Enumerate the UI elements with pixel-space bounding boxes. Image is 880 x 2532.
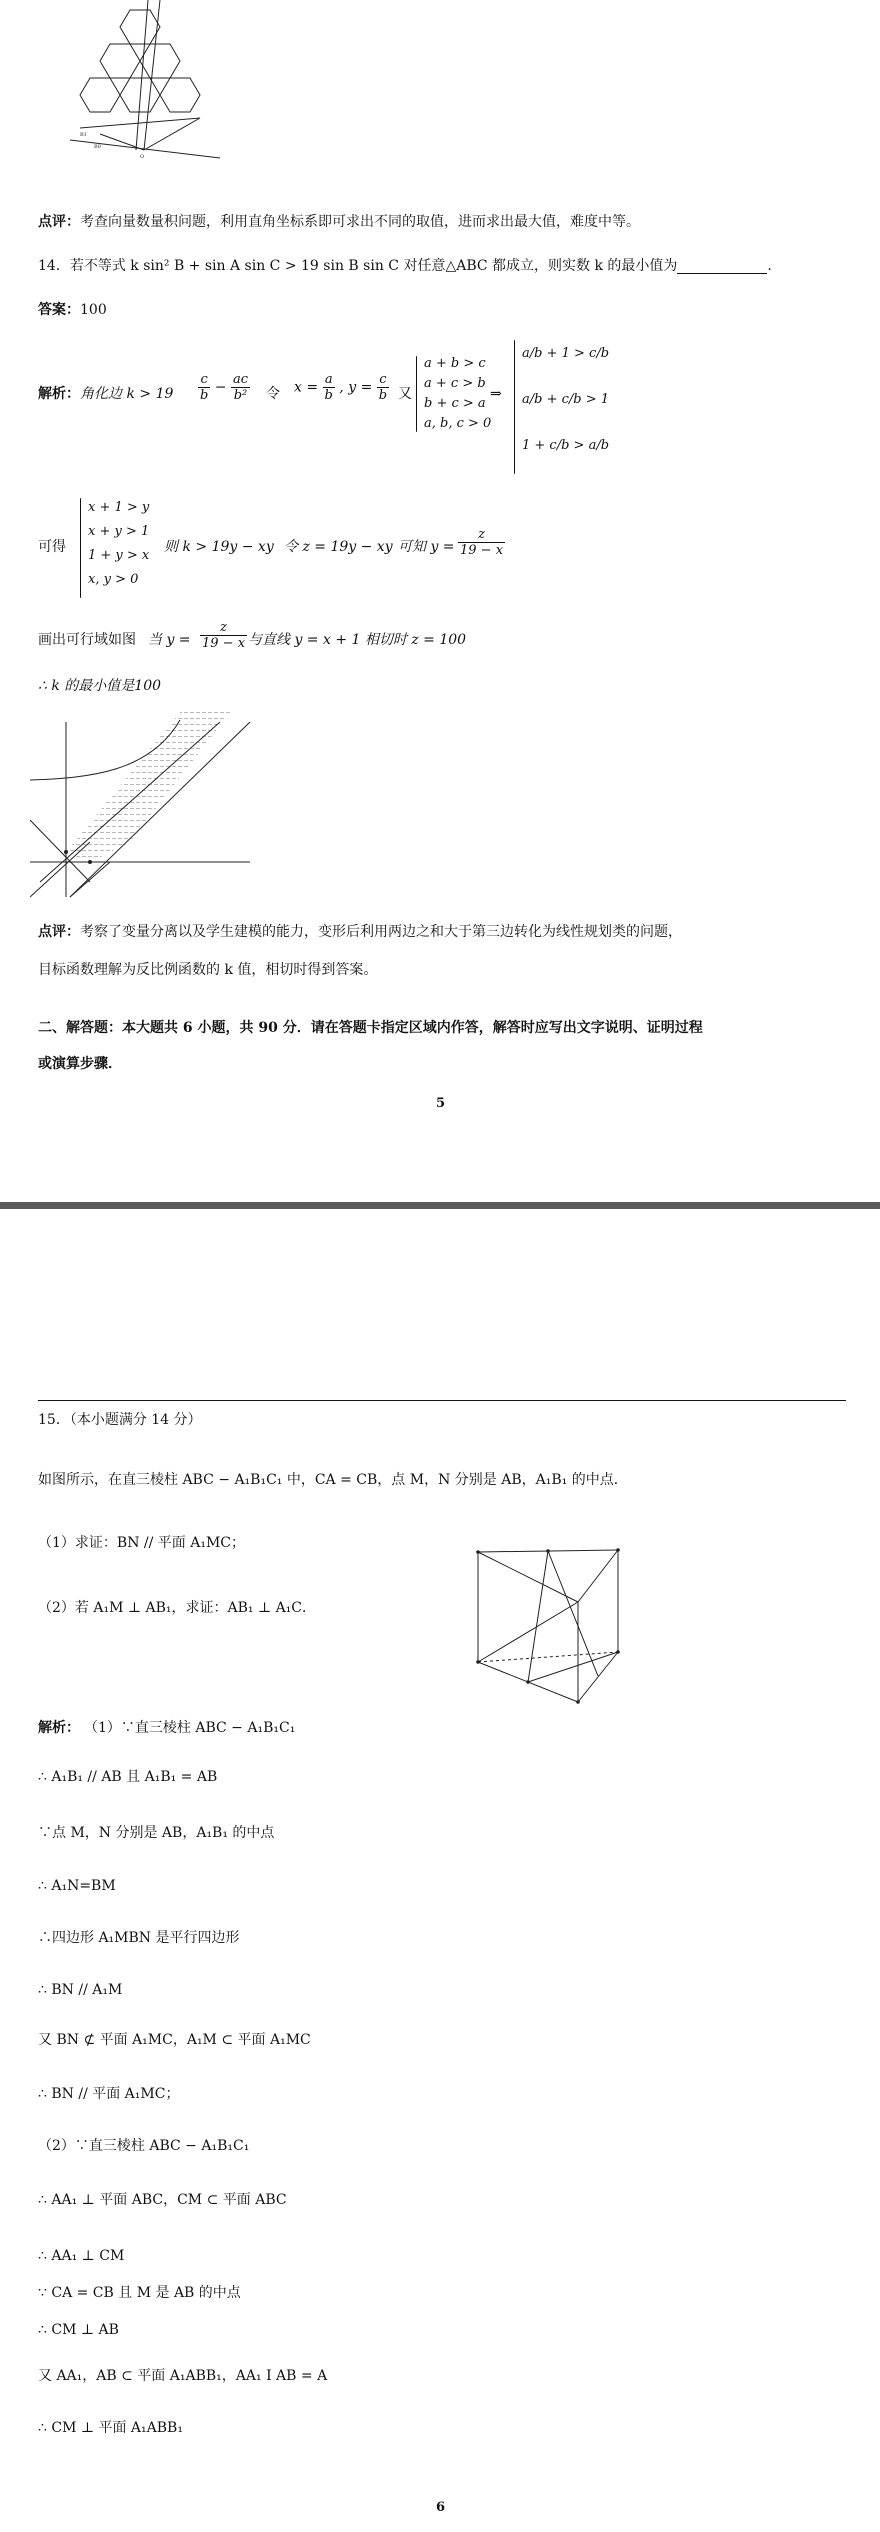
analysis-label-2: 解析： xyxy=(38,1720,80,1736)
system2-eq3: 1 + c/b > a/b xyxy=(522,438,610,453)
proof-line-5: ∴四边形 A₁MBN 是平行四边形 xyxy=(38,1930,240,1946)
analysis-label: 解析： xyxy=(38,386,80,402)
system1-eq2: a + c > b xyxy=(424,376,486,391)
conclusion: ∴ k 的最小值是100 xyxy=(38,678,162,694)
proof-line-1: （1）∵直三棱柱 ABC − A₁B₁C₁ xyxy=(84,1720,296,1736)
analysis-let: 令 xyxy=(266,386,280,402)
comment2-line1 xyxy=(38,922,682,942)
system1-brace xyxy=(416,356,417,432)
frac-y: $\frac{z}{19 - x}$ xyxy=(460,527,504,558)
answer-label: 答案： xyxy=(38,302,80,318)
comment1 xyxy=(38,212,640,232)
answer-blank xyxy=(677,259,767,274)
section-title-line1: 二、解答题：本大题共 6 小题，共 90 分．请在答题卡指定区域内作答，解答时应写出文字说明、证明过程 xyxy=(38,1020,703,1036)
svg-text:B1: B1 xyxy=(80,132,87,138)
system3-eq1: x + 1 > y xyxy=(88,500,150,515)
answer-line xyxy=(38,300,107,320)
page-number-6: 6 xyxy=(436,2500,446,2515)
answer-value: 100 xyxy=(80,302,107,318)
q14-stem-line: 14．若不等式 k sin² B + sin A sin C > 19 sin B sin C 对任意△ABC 都成立，则实数 k 的最小值为 . xyxy=(38,258,772,274)
proof-line-13: ∴ CM ⊥ AB xyxy=(38,2322,119,2338)
comment2-text1: 考察了变量分离以及学生建模的能力，变形后利用两边之和大于第三边转化为线性规划类的问题， xyxy=(80,924,682,940)
proof-line-6: ∴ BN // A₁M xyxy=(38,1982,123,1998)
header-rule xyxy=(38,1400,846,1401)
proof-line-2: ∴ A₁B₁ // AB 且 A₁B₁ = AB xyxy=(38,1769,218,1785)
system3-eq2: x + y > 1 xyxy=(88,524,150,539)
system2-eq1: a/b + 1 > c/b xyxy=(522,346,610,361)
draw-line-a: 画出可行域如图 xyxy=(38,632,136,648)
comment1-text: 考查向量数量积问题，利用直角坐标系即可求出不同的取值，进而求出最大值，难度中等。 xyxy=(80,214,640,230)
comment2-line2: 目标函数理解为反比例函数的 k 值，相切时得到答案。 xyxy=(38,962,378,978)
proof-line-12: ∵ CA = CB 且 M 是 AB 的中点 xyxy=(38,2285,241,2301)
proof-line-7: 又 BN ⊄ 平面 A₁MC，A₁M ⊂ 平面 A₁MC xyxy=(38,2032,311,2048)
system3-brace xyxy=(80,498,81,598)
proof-line-15: ∴ CM ⊥ 平面 A₁ABB₁ xyxy=(38,2420,183,2436)
page-number-5: 5 xyxy=(436,1096,446,1111)
section-title-line2: 或演算步骤． xyxy=(38,1056,122,1072)
let-z: 令 z = 19y − xy xyxy=(284,539,393,555)
comment1-label: 点评： xyxy=(38,214,80,230)
system1-eq4: a, b, c > 0 xyxy=(424,416,492,431)
q15-part2: （2）若 A₁M ⊥ AB₁，求证：AB₁ ⊥ A₁C． xyxy=(38,1600,317,1616)
analysis-step1 xyxy=(38,384,173,404)
system3-eq3: 1 + y > x xyxy=(88,548,150,563)
frac-c-b: $\frac{c}{b}$ − $\frac{ac}{\text{b²}}$ xyxy=(200,372,248,403)
hexagon-vector-figure xyxy=(60,0,260,180)
draw-line-b: 当 y = xyxy=(148,632,191,648)
proof-line-3: ∵点 M，N 分别是 AB，A₁B₁ 的中点 xyxy=(38,1825,275,1841)
svg-text:O: O xyxy=(140,154,145,160)
system2-brace xyxy=(514,340,515,474)
analysis-step1-text: 角化边 k > 19 xyxy=(80,386,174,402)
know-y: 可知 y = xyxy=(398,539,455,555)
proof-line-9: （2）∵直三棱柱 ABC − A₁B₁C₁ xyxy=(38,2138,250,2154)
proof-line-10: ∴ AA₁ ⊥ 平面 ABC，CM ⊂ 平面 ABC xyxy=(38,2192,287,2208)
system1-eq1: a + b > c xyxy=(424,356,486,371)
q15-part1: （1）求证：BN // 平面 A₁MC； xyxy=(38,1535,245,1551)
proof-line-14: 又 AA₁，AB ⊂ 平面 A₁ABB₁，AA₁ I AB = A xyxy=(38,2368,328,2384)
prism-figure xyxy=(468,1542,628,1712)
frac-y2: $\frac{z}{19 - x}$ xyxy=(202,620,246,651)
derive-prefix: 可得 xyxy=(38,539,66,555)
q14-stem: 14．若不等式 k sin² B + sin A sin C > 19 sin B sin C 对任意△ABC 都成立，则实数 k 的最小值为 xyxy=(38,258,678,274)
feasible-region-graph xyxy=(30,712,260,902)
q15-stem: 如图所示，在直三棱柱 ABC − A₁B₁C₁ 中，CA = CB，点 M，N 分别是 AB，A₁B₁ 的中点． xyxy=(38,1472,628,1488)
system3-eq4: x, y > 0 xyxy=(88,572,139,587)
draw-line-c: 与直线 y = x + 1 相切时 z = 100 xyxy=(248,632,467,648)
implies-symbol: ⇒ xyxy=(490,386,502,402)
q15-header: 15．（本小题满分 14 分） xyxy=(38,1412,202,1428)
frac-substitution: x = $\frac{a}{b}$ , y = $\frac{c}{b}$ xyxy=(294,372,388,403)
then-k: 则 k > 19y − xy xyxy=(164,539,274,555)
system2-eq2: a/b + c/b > 1 xyxy=(522,392,610,407)
proof-line-11: ∴ AA₁ ⊥ CM xyxy=(38,2248,125,2264)
page-separator xyxy=(0,1202,880,1209)
proof-line-4: ∴ A₁N=BM xyxy=(38,1878,116,1894)
proof-line-8: ∴ BN // 平面 A₁MC； xyxy=(38,2086,180,2102)
svg-text:B0: B0 xyxy=(94,144,101,150)
analysis-again: 又 xyxy=(398,386,412,402)
system1-eq3: b + c > a xyxy=(424,396,486,411)
comment2-label: 点评： xyxy=(38,924,80,940)
